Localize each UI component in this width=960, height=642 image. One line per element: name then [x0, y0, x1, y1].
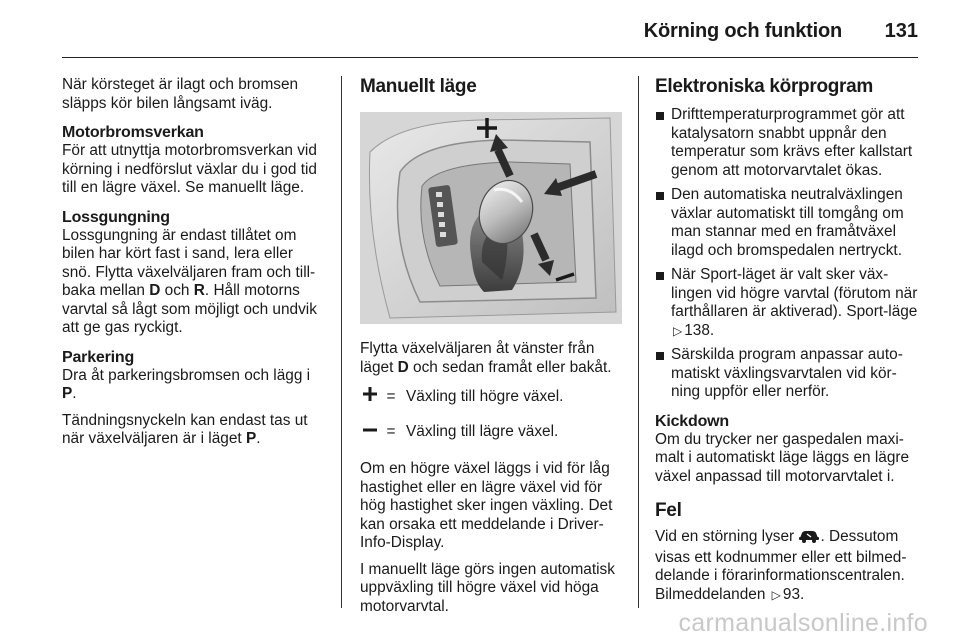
column-divider-1 — [341, 76, 342, 608]
page-ref-arrow-icon: ▷ — [673, 323, 683, 338]
section-text — [62, 412, 324, 449]
text-span: Tändningsnyckeln kan endast tas ut när växelväljaren är i läget — [62, 411, 308, 447]
gear-label: P — [245, 430, 257, 447]
text-span: . — [709, 321, 715, 339]
text-span: Vid en störning lyser — [655, 528, 799, 545]
text-span: och — [160, 282, 194, 299]
minus-icon — [360, 423, 380, 443]
section-heading: Elektroniska körprogram — [655, 76, 874, 97]
section-heading: Parkering — [62, 348, 135, 366]
paragraph: Om en högre växel läggs i vid för låg hastighet eller en lägre växel vid för hög hastighet sker ingen växling. Det kan orsaka ett meddelande i Driver-Info-Display. — [360, 460, 613, 551]
gear-label: P — [62, 385, 73, 402]
text-span: . Dessutom visas ett kodnummer eller ett bilmed-delande i förarinformationscentralen. Bilmeddelanden — [655, 528, 907, 603]
section-text: Om du trycker ner gaspedalen maxi-malt i automatiskt läge läggs en lägre växel anpassad till motorvarvtalet i. — [655, 430, 910, 485]
section-text: För att utnyttja motorbromsverkan vid körning i nedförslut växlar du i god tid till en lägre växel. Se manuellt läge. — [62, 142, 317, 196]
section-text — [655, 528, 923, 604]
paragraph: I manuellt läge görs ingen automatisk uppväxling till högre växel vid höga motorvarvtal. — [360, 560, 615, 615]
text-span: . — [256, 430, 261, 447]
intro-paragraph: När körsteget är ilagt och bromsen släpps kör bilen långsamt iväg. — [62, 76, 299, 112]
text-span: När Sport-läget är valt sker väx-lingen vid högre varvtal (förutom när farthållaren är aktiverad). Sport-läge — [671, 266, 918, 320]
section-lossgungning — [62, 208, 324, 338]
instruction-text — [360, 340, 622, 377]
section-fel — [655, 500, 923, 604]
gear-label: D — [149, 282, 161, 299]
column-divider-2 — [638, 76, 639, 608]
section-kickdown — [655, 412, 923, 487]
page-ref-arrow-icon: ▷ — [771, 587, 781, 602]
text-span: Dra åt parkeringsbromsen och lägg i — [62, 366, 311, 384]
page-number: 131 — [884, 20, 918, 42]
text-span: . Håll motorns varvtal så lågt som möjligt och undvik att ge gas ryckigt. — [62, 282, 317, 336]
section-heading: Fel — [655, 500, 682, 521]
text-span: Lossgungning är endast tillåtet om bilen har kört fast i sand, lera eller snö. Flytta växelväljaren fram och till-baka mellan — [62, 226, 316, 299]
column-left — [62, 76, 324, 459]
section-parkering — [62, 348, 324, 449]
text-span: Flytta växelväljaren åt vänster från läget — [360, 340, 595, 376]
list-item: Drifttemperaturprogrammet gör att katalysatorn snabbt uppnår den temperatur som krävs efter kallstart genom att motorvarvtalet ökas. — [655, 106, 923, 180]
section-motorbromsverkan — [62, 123, 324, 198]
legend-text: Växling till högre växel. — [406, 387, 564, 405]
list-item — [655, 266, 923, 340]
section-text — [62, 227, 324, 338]
section-heading: Kickdown — [655, 412, 729, 430]
list-item: Den automatiska neutralväxlingen växlar automatiskt till tomgång om man stannar med en framåtväxel ilagd och bromspedalen nertryckt. — [655, 186, 923, 260]
text-span: . — [72, 385, 77, 402]
page-header — [0, 0, 960, 56]
car-wrench-icon — [798, 529, 820, 549]
equals-sign: = — [386, 423, 396, 440]
text-span: och sedan framåt eller bakåt. — [408, 358, 612, 376]
page-ref[interactable]: 138 — [684, 321, 710, 339]
legend-row-plus — [360, 387, 622, 407]
equals-sign: = — [386, 387, 396, 405]
gear-label: D — [397, 358, 409, 376]
watermark: carmanualsonline.info — [678, 609, 928, 637]
bullet-list — [655, 106, 923, 402]
text-span: . — [800, 585, 805, 603]
list-item: Särskilda program anpassar auto-matiskt växlingsvarvtalen vid kör-ning uppför eller nerför. — [655, 346, 923, 402]
column-middle — [360, 76, 622, 624]
header-rule — [62, 57, 918, 58]
page-ref[interactable]: 93 — [782, 585, 801, 603]
section-heading: Motorbromsverkan — [62, 124, 204, 141]
section-heading: Manuellt läge — [360, 76, 477, 97]
column-right — [655, 76, 923, 614]
plus-icon — [360, 387, 380, 407]
page-title: Körning och funktion — [643, 20, 842, 42]
gear-label: R — [193, 282, 205, 299]
section-heading: Lossgungning — [62, 208, 170, 226]
section-text — [62, 367, 324, 404]
legend-row-minus — [360, 423, 622, 443]
gear-selector-svg — [360, 112, 622, 324]
legend-text: Växling till lägre växel. — [406, 423, 559, 440]
gear-selector-illustration — [360, 112, 622, 324]
